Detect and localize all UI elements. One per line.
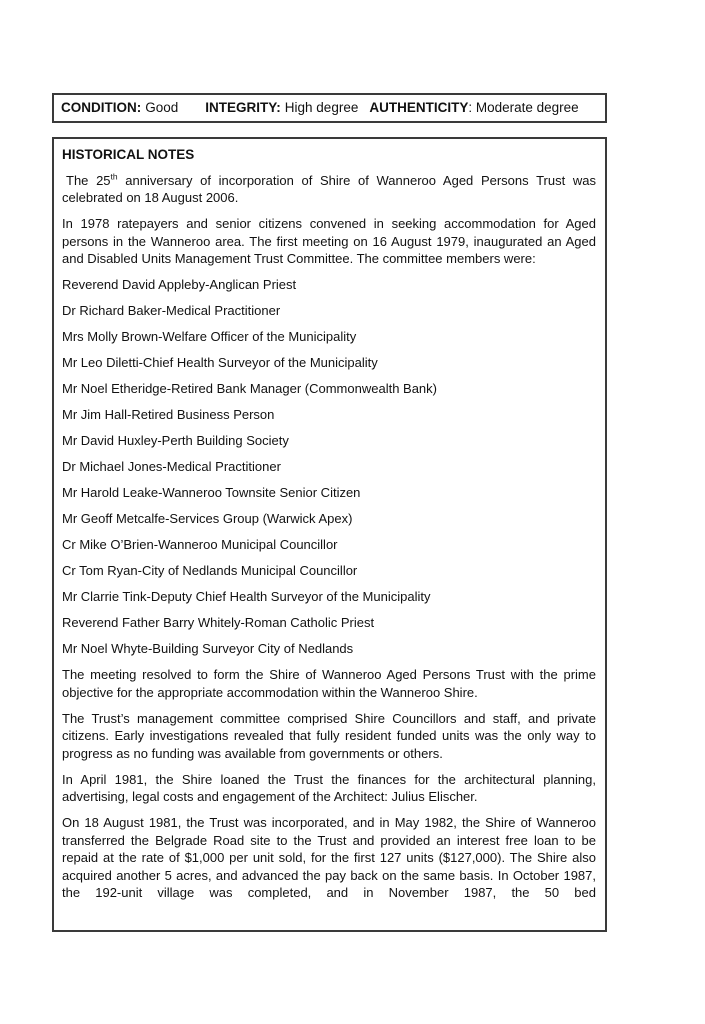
authenticity-value: : Moderate degree (468, 100, 579, 115)
intro-text-rest: anniversary of incorporation of Shire of Wanneroo Aged Persons Trust was celebrated on 18 August 2006. (62, 172, 596, 205)
member-item: Dr Michael Jones-Medical Practitioner (62, 459, 281, 474)
member-item: Mr Noel Etheridge-Retired Bank Manager (Commonwealth Bank) (62, 381, 437, 396)
authenticity-label: AUTHENTICITY (369, 100, 469, 115)
member-item: Mrs Molly Brown-Welfare Officer of the Municipality (62, 329, 357, 344)
paragraph-1978: In 1978 ratepayers and senior citizens convened in seeking accommodation for Aged persons in the Wanneroo area. The first meeting on 16 August 1979, inaugurated an Aged and Disabled Units Management Trust Committee. The committee members were: (62, 216, 596, 266)
intro-text-prefix: The 25 (66, 172, 111, 188)
member-item: Reverend Father Barry Whitely-Roman Catholic Priest (62, 615, 375, 630)
member-item: Dr Richard Baker-Medical Practitioner (62, 303, 281, 318)
member-item: Mr Geoff Metcalfe-Services Group (Warwick Apex) (62, 511, 353, 526)
member-item: Mr Noel Whyte-Building Surveyor City of Nedlands (62, 641, 354, 656)
member-item: Mr Clarrie Tink-Deputy Chief Health Surveyor of the Municipality (62, 589, 431, 604)
historical-notes-title: HISTORICAL NOTES (62, 147, 195, 162)
member-item: Reverend David Appleby-Anglican Priest (62, 277, 297, 292)
paragraph-committee: The Trust’s management committee comprised Shire Councillors and staff, and private citizens. Early investigations revealed that fully resident funded units was the only way to progress as no funding was available from governments or others. (62, 710, 596, 761)
member-item: Cr Mike O’Brien-Wanneroo Municipal Councillor (62, 537, 338, 552)
paragraph-incorporation: On 18 August 1981, the Trust was incorporated, and in May 1982, the Shire of Wanneroo transferred the Belgrade Road site to the Trust and provided an interest free loan to be repaid at the rate of $1,000 per unit sold, for the first 127 units ($127,000). The Shire also acquired another 5 acres, and advanced the pay back on the same basis. In October 1987, the 192-unit village was completed, and in November 1987, the 50 bed (62, 815, 596, 900)
paragraph-resolution: The meeting resolved to form the Shire of Wanneroo Aged Persons Trust with the prime objective for the appropriate accommodation within the Wanneroo Shire. (62, 667, 596, 700)
intro-paragraph (62, 172, 596, 207)
integrity-value: High degree (284, 100, 359, 115)
historical-notes-box (52, 137, 607, 932)
condition-summary-box (52, 93, 607, 123)
member-item: Mr Jim Hall-Retired Business Person (62, 407, 275, 422)
paragraph-loan: In April 1981, the Shire loaned the Trust the finances for the architectural planning, advertising, legal costs and engagement of the Architect: Julius Elischer. (62, 771, 596, 804)
member-item: Mr Harold Leake-Wanneroo Townsite Senior Citizen (62, 485, 361, 500)
condition-label: CONDITION: (61, 100, 142, 115)
member-item: Mr Leo Diletti-Chief Health Surveyor of the Municipality (62, 355, 378, 370)
member-item: Mr David Huxley-Perth Building Society (62, 433, 289, 448)
condition-value: Good (145, 100, 179, 115)
integrity-label: INTEGRITY: (205, 100, 281, 115)
ordinal-superscript: th (110, 171, 118, 182)
member-item: Cr Tom Ryan-City of Nedlands Municipal Councillor (62, 563, 358, 578)
